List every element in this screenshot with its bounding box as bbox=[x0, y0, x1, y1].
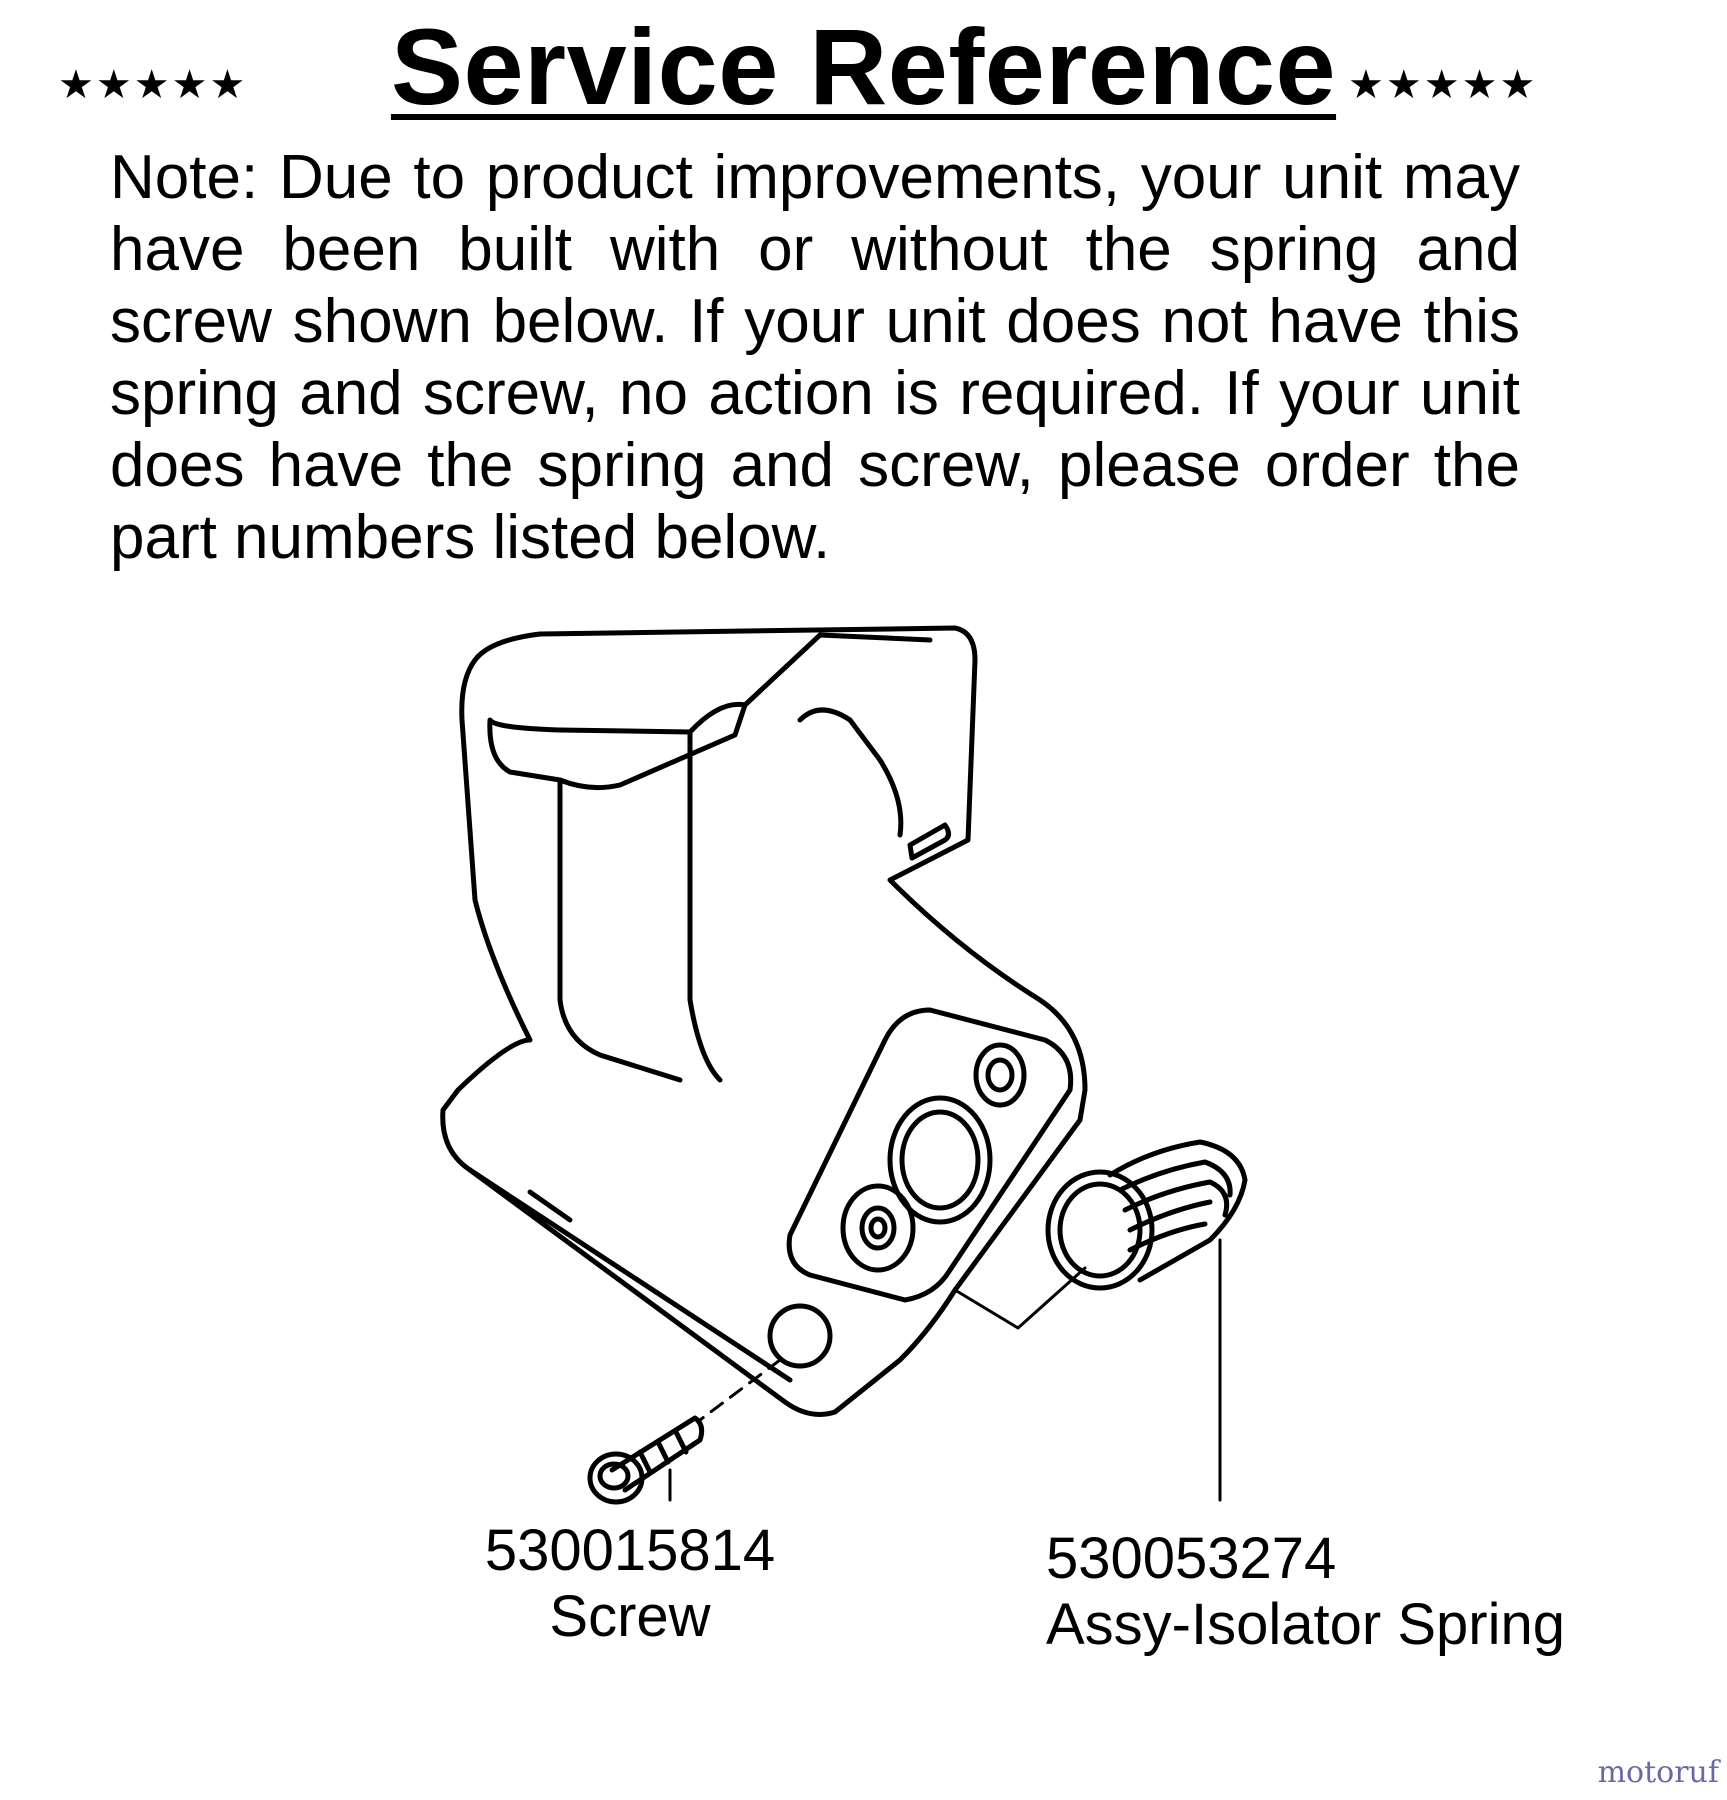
spring-part-label bbox=[1046, 1526, 1726, 1658]
service-note: Note: Due to product improvements, your unit may have been built with or without the spring and screw shown below. If your unit does not have this spring and screw, no action is required. If your unit does have the spring and screw, please order the part numbers listed below. bbox=[110, 143, 1520, 572]
stars-left: ★★★★★ bbox=[58, 62, 248, 108]
screw-hole bbox=[770, 1306, 830, 1366]
stars-right: ★★★★★ bbox=[1348, 62, 1538, 108]
spring-part-number: 530053274 bbox=[1046, 1526, 1337, 1591]
isolator-spring-part bbox=[1048, 1142, 1245, 1288]
watermark: motoruf bbox=[1597, 1755, 1719, 1790]
grip-opening bbox=[490, 704, 745, 787]
screw-part-number: 530015814 bbox=[484, 1518, 776, 1583]
spring-part-name: Assy-Isolator Spring bbox=[1046, 1592, 1565, 1657]
screw-part-name: Screw bbox=[549, 1584, 711, 1649]
handle-outline bbox=[443, 628, 1085, 1414]
mount-hole-top bbox=[976, 1045, 1024, 1105]
mount-plate bbox=[789, 1010, 1071, 1300]
screw-part-label bbox=[440, 1518, 820, 1650]
page-title: Service Reference bbox=[390, 6, 1337, 127]
mount-hole-bottom bbox=[843, 1186, 913, 1270]
screw-part bbox=[590, 1418, 702, 1502]
